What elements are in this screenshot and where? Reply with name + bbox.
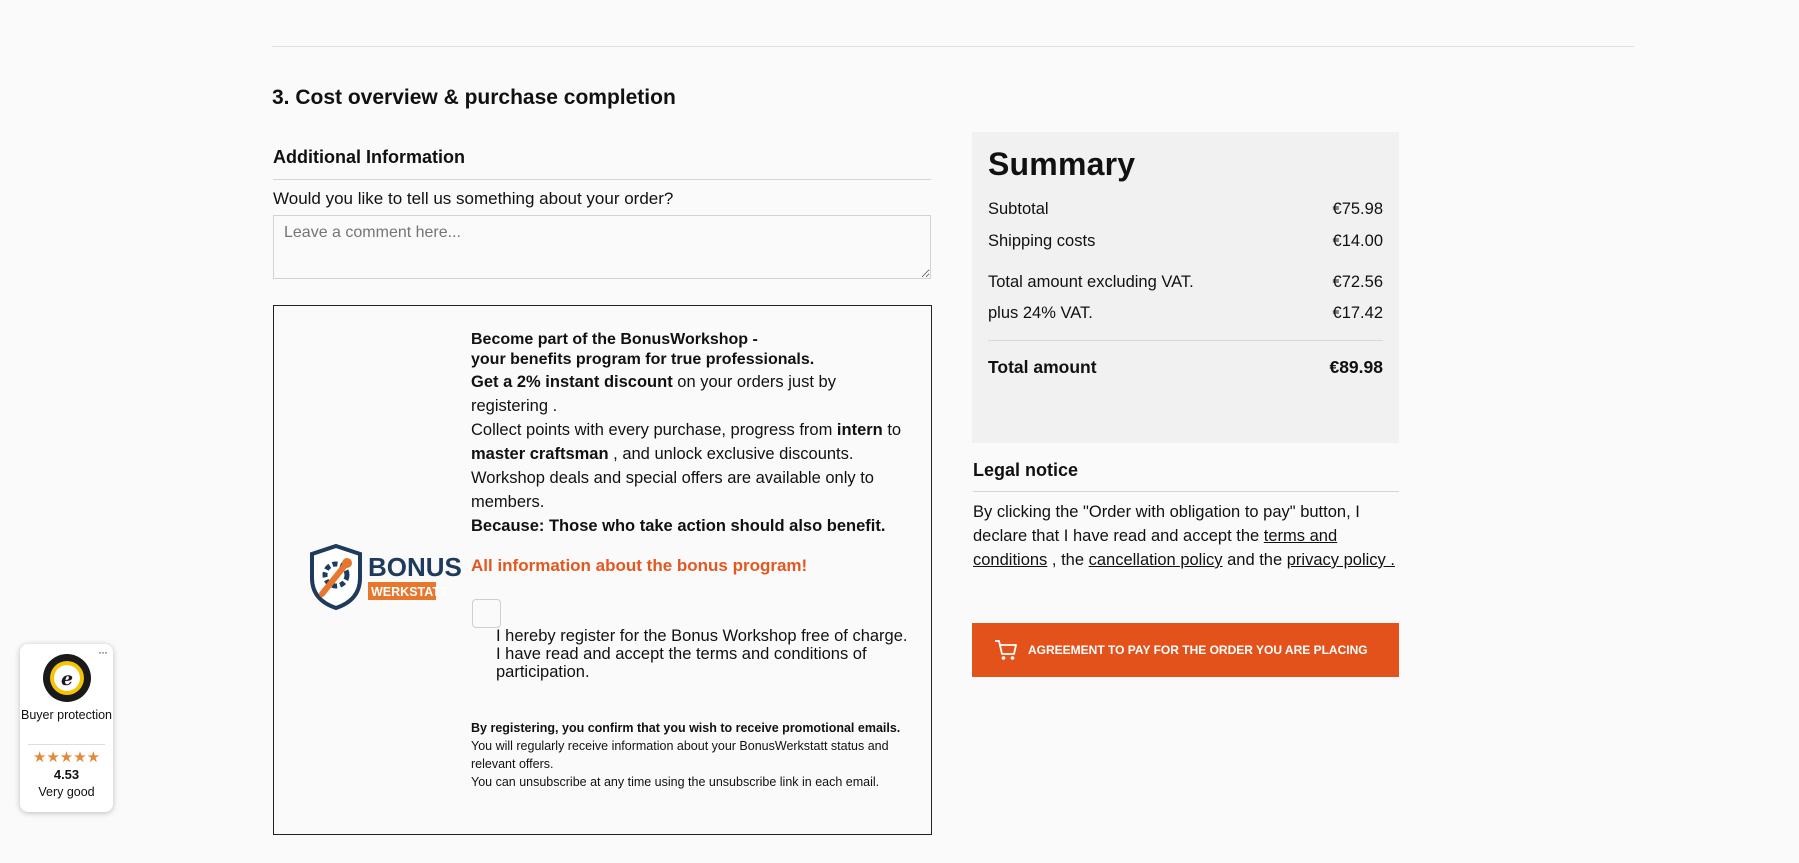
legal-text-2: , the: [1047, 551, 1089, 569]
discount-bold: Get a 2% instant discount: [471, 373, 673, 391]
excl-vat-value: €72.56: [1332, 273, 1383, 291]
shipping-label: Shipping costs: [988, 232, 1096, 250]
rating-stars-icon: ★★★★★: [32, 749, 101, 766]
badge-menu-icon[interactable]: ···: [98, 645, 107, 659]
bonus-head-2: your benefits program for true professionals.: [471, 351, 815, 368]
vat-row: [988, 304, 1383, 323]
privacy-policy-link[interactable]: privacy policy .: [1286, 551, 1395, 569]
cancellation-policy-link[interactable]: cancellation policy: [1088, 551, 1223, 569]
additional-info-title: Additional Information: [273, 147, 931, 180]
total-value: €89.98: [1329, 357, 1383, 377]
legal-notice: [973, 460, 1399, 572]
total-label: Total amount: [988, 357, 1097, 377]
trusted-shops-seal-icon: [42, 653, 92, 703]
bonus-register-checkbox[interactable]: [472, 599, 501, 628]
order-button-label: AGREEMENT TO PAY FOR THE ORDER YOU ARE PLACING: [1028, 643, 1368, 657]
svg-text:e: e: [60, 668, 74, 690]
additional-info-section: [273, 147, 931, 279]
fine-bold: By registering, you confirm that you wish to receive promotional emails.: [471, 721, 901, 735]
order-summary: [972, 132, 1399, 443]
badge-divider: [28, 744, 105, 745]
bonus-because: Because: Those who take action should also benefit.: [471, 517, 886, 535]
bonus-info-link[interactable]: All information about the bonus program!: [471, 556, 808, 575]
rating-value: 4.53: [53, 767, 80, 782]
subtotal-value: €75.98: [1332, 200, 1383, 218]
legal-title: Legal notice: [973, 460, 1399, 492]
bonus-discount: [471, 370, 911, 418]
discount-rest: on your orders just by registering .: [471, 373, 836, 415]
logo-text-werkstatt: WERKSTATT: [371, 585, 448, 599]
trusted-shops-badge[interactable]: [20, 644, 113, 812]
points-text-1: Collect points with every purchase, progress from: [471, 421, 837, 439]
bonus-fine-print: [471, 719, 916, 791]
comment-textarea[interactable]: [273, 215, 931, 279]
fine-1: You will regularly receive information about your BonusWerkstatt status and relevant offers.: [471, 739, 889, 771]
legal-text-3: and the: [1222, 551, 1287, 569]
legal-text-1: By clicking the "Order with obligation to pay" button, I declare that I have read and accept the: [973, 503, 1360, 545]
terms-link[interactable]: terms and conditions: [973, 527, 1338, 569]
top-divider: [272, 46, 1634, 47]
comment-question: Would you like to tell us something about your order?: [273, 189, 674, 208]
bonus-description: [471, 330, 911, 538]
excl-vat-label: Total amount excluding VAT.: [988, 273, 1194, 291]
section-title: 3. Cost overview & purchase completion: [272, 86, 676, 109]
points-text-2: , and unlock exclusive discounts. Workshop deals and special offers are available only to members.: [471, 445, 874, 511]
cart-icon: [994, 639, 1018, 661]
vat-label: plus 24% VAT.: [988, 304, 1093, 322]
points-master: master craftsman: [471, 445, 609, 463]
bonus-register-label[interactable]: [496, 627, 916, 681]
bonus-points: [471, 418, 911, 514]
points-intern: intern: [836, 421, 883, 439]
subtotal-label: Subtotal: [988, 200, 1049, 218]
register-label-1: I hereby register for the Bonus Workshop free of charge.: [496, 627, 908, 645]
excl-vat-row: [988, 273, 1383, 292]
bonus-werkstatt-logo: [308, 542, 462, 612]
points-to: to: [882, 421, 902, 439]
subtotal-row: [988, 200, 1383, 219]
bonus-head-1: Become part of the BonusWorkshop -: [471, 331, 758, 348]
vat-value: €17.42: [1332, 304, 1383, 322]
order-submit-button[interactable]: [972, 623, 1399, 677]
total-row: [988, 357, 1383, 378]
bonus-program-box: [273, 305, 932, 835]
summary-divider: [988, 340, 1383, 341]
shipping-row: [988, 232, 1383, 251]
buyer-protection-label: Buyer protection: [20, 708, 113, 722]
register-label-2: I have read and accept the terms and conditions of participation.: [496, 645, 867, 681]
rating-text: Very good: [38, 785, 95, 799]
shipping-value: €14.00: [1332, 232, 1383, 250]
summary-title: Summary: [988, 146, 1136, 182]
logo-text-bonus: BONUS: [368, 552, 462, 582]
legal-text: [973, 500, 1399, 572]
fine-2: You can unsubscribe at any time using the unsubscribe link in each email.: [471, 775, 880, 789]
